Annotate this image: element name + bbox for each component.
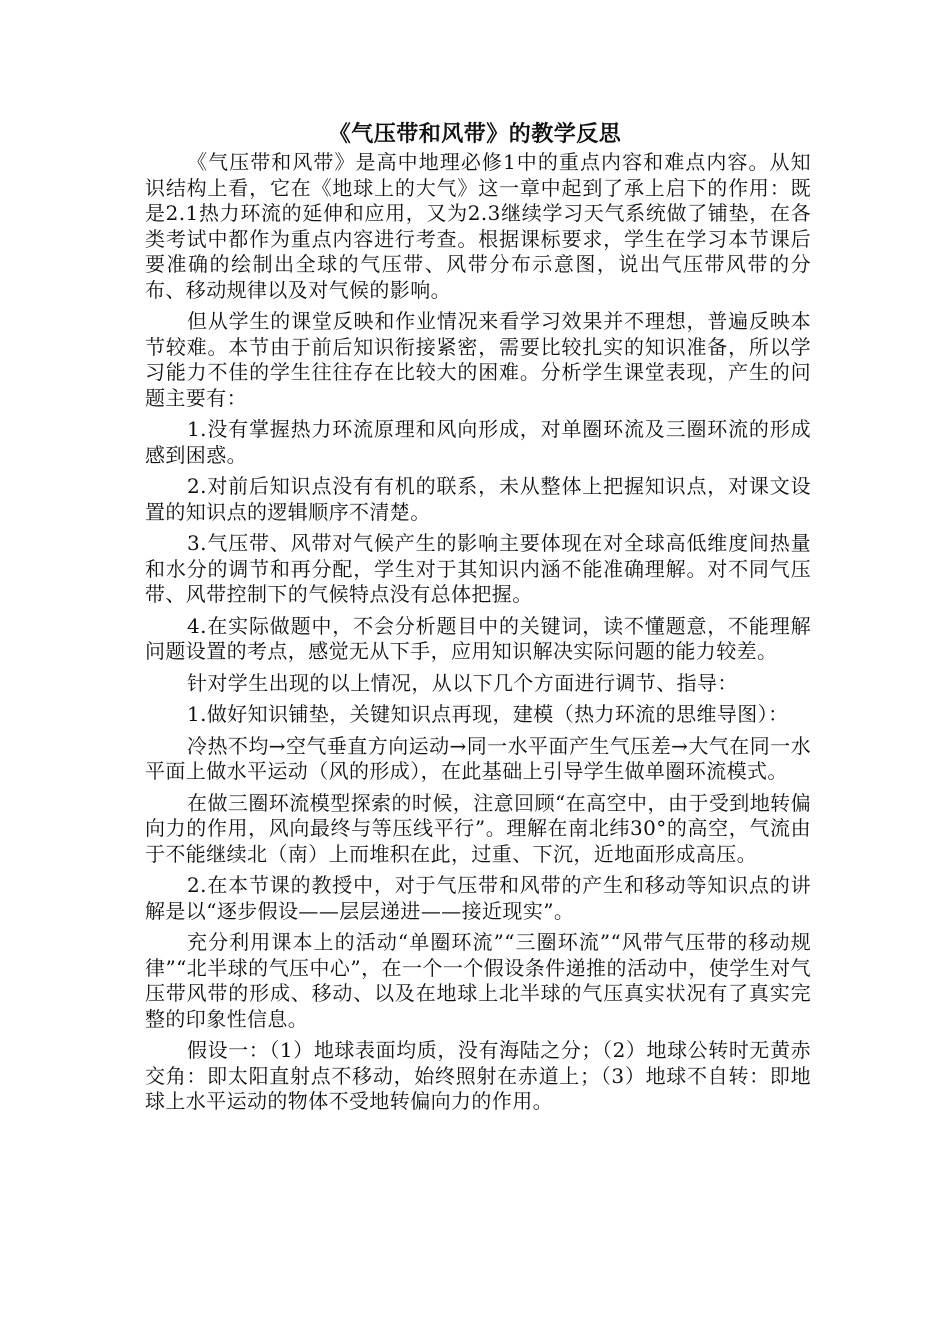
paragraph-problem-3: 3.气压带、风带对气候产生的影响主要体现在对全球高低维度间热量和水分的调节和再分配，学生对于其知识内涵不能准确理解。对不同气压带、风带控制下的气候特点没有总体把握。 xyxy=(145,531,811,606)
paragraph-assumption-1: 假设一：（1）地球表面均质，没有海陆之分；（2）地球公转时无黄赤交角：即太阳直射点不移动，始终照射在赤道上；（3）地球不自转：即地球上水平运动的物体不受地转偏向力的作用。 xyxy=(145,1038,811,1113)
paragraph-guidance-intro: 针对学生出现的以上情况，从以下几个方面进行调节、指导： xyxy=(187,670,738,695)
document-title: 《气压带和风带》的教学反思 xyxy=(328,122,622,147)
paragraph-activities: 充分利用课本上的活动“单圈环流”“三圈环流”“风带气压带的移动规律”“北半球的气压中心”，在一个一个假设条件递推的活动中，使学生对气压带风带的形成、移动、以及在地球上北半球的气压真实状况有了真实完整的印象性信息。 xyxy=(145,930,811,1031)
paragraph-problem-2: 2.对前后知识点没有有机的联系，未从整体上把握知识点，对课文设置的知识点的逻辑顺序不清楚。 xyxy=(145,474,811,524)
paragraph-three-cell-model: 在做三圈环流模型探索的时候，注意回顾“在高空中，由于受到地转偏向力的作用，风向最终与等压线平行”。理解在南北纬30°的高空，气流由于不能继续北（南）上而堆积在此，过重、下沉，近地面形成高压。 xyxy=(145,790,811,866)
paragraph-problem-1: 1.没有掌握热力环流原理和风向形成，对单圈环流及三圈环流的形成感到困惑。 xyxy=(145,417,811,467)
paragraph-problem-4: 4.在实际做题中，不会分析题目中的关键词，读不懂题意，不能理解问题设置的考点，感觉无从下手，应用知识解决实际问题的能力较差。 xyxy=(145,613,811,663)
paragraph-guidance-1: 1.做好知识铺垫，关键知识点再现，建模（热力环流的思维导图）： xyxy=(187,702,789,726)
paragraph-intro: 《气压带和风带》是高中地理必修1中的重点内容和难点内容。从知识结构上看，它在《地球上的大气》这一章中起到了承上启下的作用：既是2.1热力环流的延伸和应用，又为2.3继续学习天气系统做了铺垫，在各类考试中都作为重点内容进行考查。根据课标要求，学生在学习本节课后要准确的绘制出全球的气压带、风带分布示意图，说出气压带风带的分布、移动规律以及对气候的影响。 xyxy=(145,150,811,302)
document-body xyxy=(145,150,811,1121)
paragraph-guidance-2: 2.在本节课的教授中，对于气压带和风带的产生和移动等知识点的讲解是以“逐步假设——层层递进——接近现实”。 xyxy=(145,873,811,923)
paragraph-circulation-chain: 冷热不均→空气垂直方向运动→同一水平面产生气压差→大气在同一水平面上做水平运动（风的形成），在此基础上引导学生做单圈环流模式。 xyxy=(145,733,811,783)
paragraph-problem-overview: 但从学生的课堂反映和作业情况来看学习效果并不理想，普遍反映本节较难。本节由于前后知识衔接紧密，需要比较扎实的知识准备，所以学习能力不佳的学生往往存在比较大的困难。分析学生课堂表现，产生的问题主要有： xyxy=(145,309,811,410)
